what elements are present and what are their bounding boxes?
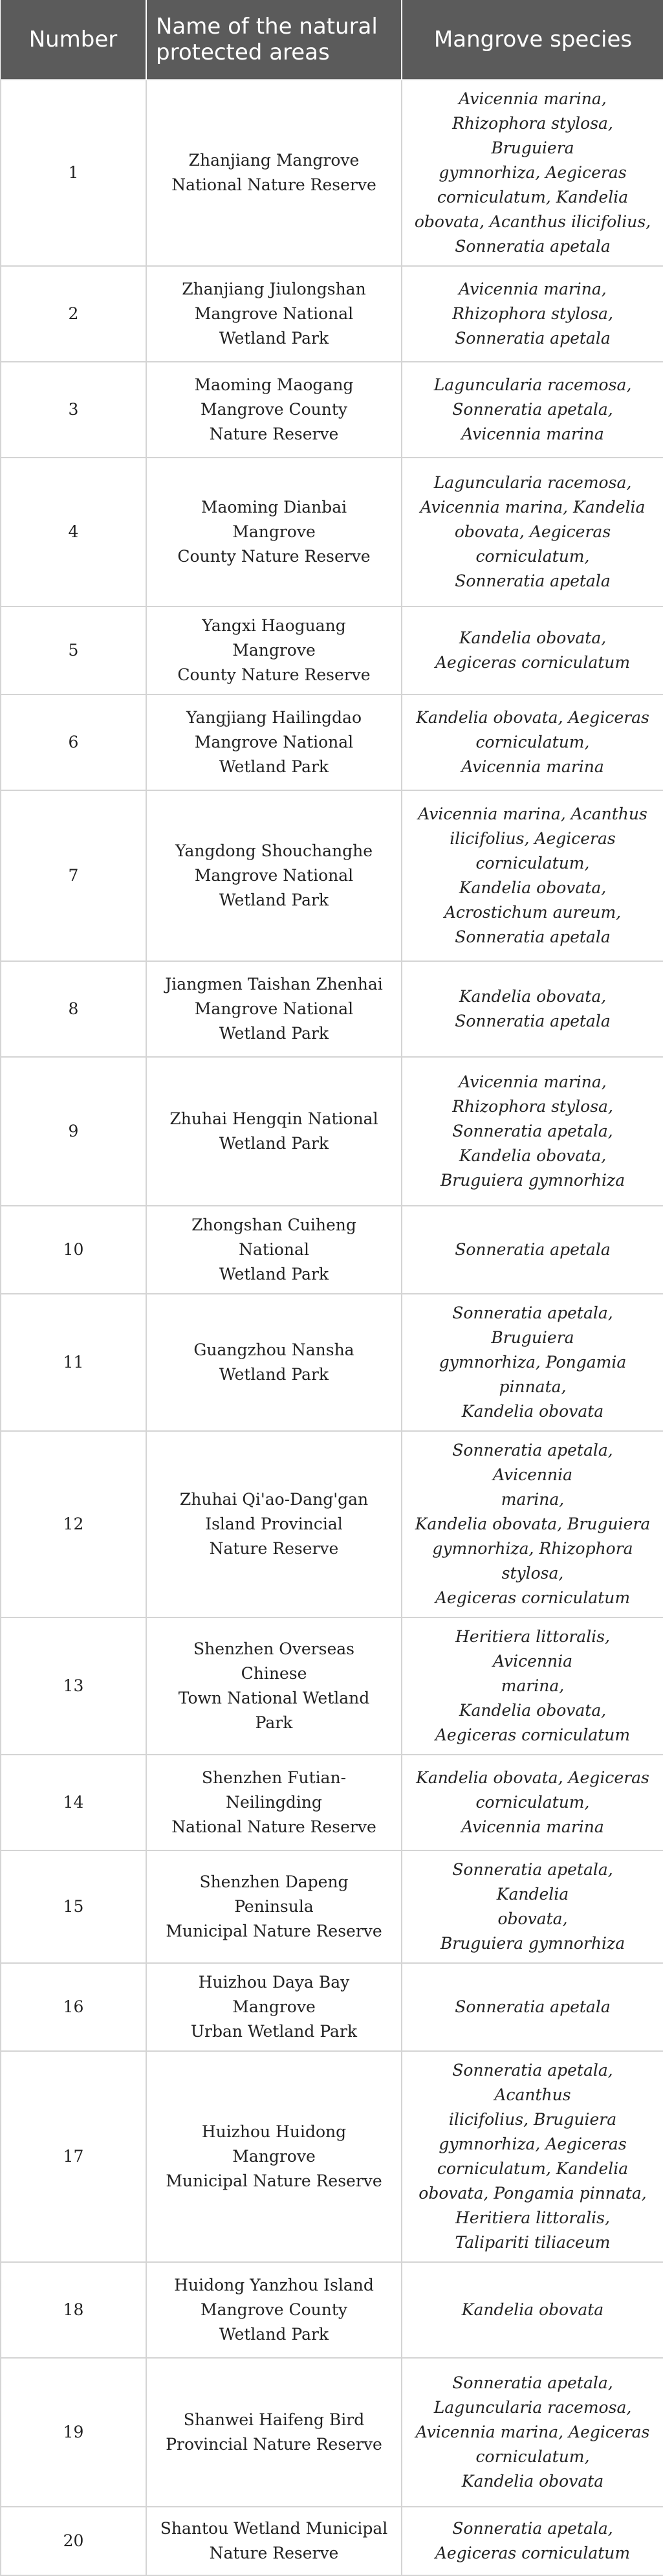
species-line: Aegiceras corniculatum [435,1588,631,1607]
species-line: Aegiceras corniculatum [435,1726,631,1744]
table-row [1,2051,663,2262]
protected-area-name [146,80,402,266]
area-name-line: Mangrove County [200,400,348,419]
mangrove-species [402,1755,663,1850]
protected-area-name [146,2358,402,2507]
mangrove-species [402,1850,663,1963]
area-name-line: Huidong Yanzhou Island [174,2276,374,2294]
species-line: Kandelia obovata, Aegiceras [416,1768,649,1787]
protected-area-name [146,1294,402,1431]
area-name-line: Wetland Park [219,1265,329,1283]
mangrove-species [402,606,663,694]
row-number: 10 [1,1206,146,1294]
table-row [1,362,663,458]
mangrove-species [402,2051,663,2262]
area-name-line: Wetland Park [219,1134,329,1153]
species-line: Rhizophora stylosa, [452,304,613,323]
species-line: Avicennia marina, Acanthus [418,805,647,823]
protected-area-name [146,2507,402,2575]
row-number: 14 [1,1755,146,1850]
protected-area-name [146,1850,402,1963]
species-line: Kandelia obovata, [459,987,607,1006]
area-name-line: Zhuhai Hengqin National [169,1109,378,1128]
species-line: obovata, Pongamia pinnata, [418,2184,647,2203]
area-name-line: Zhuhai Qi'ao-Dang'gan [179,1490,369,1509]
table-row [1,1617,663,1755]
species-line: Sonneratia apetala [455,329,611,348]
area-name-line: Yangdong Shouchanghe [175,841,373,860]
mangrove-species [402,1057,663,1206]
area-name-line: Maoming Dianbai Mangrove [201,498,347,541]
area-name-line: Maoming Maogang [194,375,354,394]
table-row [1,1963,663,2051]
species-line: Sonneratia apetala [455,572,611,590]
mangrove-species [402,2358,663,2507]
species-line: Kandelia obovata [461,1402,604,1421]
species-line: ilicifolius, Aegiceras [450,829,616,848]
header-row [1,0,663,80]
mangrove-species [402,1617,663,1755]
protected-area-name [146,2262,402,2358]
area-name-line: Wetland Park [219,2325,329,2344]
row-number: 12 [1,1431,146,1617]
area-name-line: Zhanjiang Jiulongshan [182,280,366,298]
row-number: 2 [1,266,146,362]
area-name-line: Mangrove National [194,733,354,751]
species-line: Sonneratia apetala [455,1012,611,1030]
area-name-line: Yangxi Haoguang Mangrove [202,616,346,660]
row-number: 19 [1,2358,146,2507]
area-name-line: Wetland Park [219,891,329,909]
row-number: 5 [1,606,146,694]
row-number: 13 [1,1617,146,1755]
table-row [1,266,663,362]
table-row [1,1755,663,1850]
area-name-line: Jiangmen Taishan Zhenhai [165,975,383,994]
protected-area-name [146,961,402,1057]
species-line: Kandelia obovata, [459,628,607,647]
species-line: Avicennia marina [461,757,604,776]
species-line: gymnorhiza, Aegiceras [439,2135,627,2153]
species-line: Kandelia obovata [461,2472,604,2491]
species-line: Sonneratia apetala, [452,2373,613,2392]
species-line: corniculatum, Kandelia [437,188,629,206]
species-line: Kandelia obovata, Aegiceras [416,708,649,727]
table-row [1,790,663,961]
species-line: Laguncularia racemosa, [433,375,632,394]
row-number: 18 [1,2262,146,2358]
mangrove-species [402,1206,663,1294]
header-area-name-line1: Name of the natural [156,14,378,39]
species-line: Sonneratia apetala, Acanthus [452,2061,613,2104]
table-row [1,1294,663,1431]
species-line: Avicennia marina, [459,280,607,298]
mangrove-species [402,1431,663,1617]
mangrove-species [402,2507,663,2575]
mangrove-species [402,458,663,606]
area-name-line: Wetland Park [219,1024,329,1043]
protected-area-name [146,1431,402,1617]
mangrove-species [402,362,663,458]
species-line: obovata, [497,1909,568,1928]
species-line: pinnata, [499,1377,567,1396]
area-name-line: Guangzhou Nansha [193,1340,354,1359]
species-line: marina, [501,1676,565,1695]
table-row [1,1850,663,1963]
row-number: 16 [1,1963,146,2051]
row-number: 17 [1,2051,146,2262]
species-line: Kandelia obovata, [459,878,607,897]
area-name-line: Shantou Wetland Municipal [160,2519,388,2538]
area-name-line: Mangrove National [194,999,354,1018]
row-number: 7 [1,790,146,961]
area-name-line: Mangrove National [194,304,354,323]
area-name-line: Town National Wetland Park [178,1689,370,1732]
species-line: stylosa, [501,1564,564,1582]
species-line: corniculatum, [475,854,590,872]
area-name-line: Zhongshan Cuiheng National [191,1216,356,1259]
row-number: 9 [1,1057,146,1206]
species-line: Avicennia marina, [459,1072,607,1091]
row-number: 6 [1,694,146,790]
species-line: Heritiera littoralis, Avicennia [455,1627,610,1671]
species-line: Laguncularia racemosa, [433,2398,632,2417]
species-line: Avicennia marina [461,425,604,443]
area-name-line: Mangrove County [200,2300,348,2319]
species-line: Avicennia marina, Aegiceras [415,2423,650,2441]
area-name-line: Shenzhen Overseas Chinese [193,1639,354,1683]
protected-area-name [146,266,402,362]
area-name-line: Zhanjiang Mangrove [188,151,360,170]
mangrove-species [402,2262,663,2358]
species-line: corniculatum, Kandelia [437,2159,629,2178]
species-line: Sonneratia apetala, [452,2519,613,2538]
mangrove-species [402,1294,663,1431]
species-line: Sonneratia apetala, [452,400,613,419]
table-row [1,606,663,694]
protected-area-name [146,362,402,458]
table-row [1,961,663,1057]
mangrove-species [402,266,663,362]
species-line: Aegiceras corniculatum [435,2544,631,2562]
species-line: Sonneratia apetala [455,1240,611,1259]
area-name-line: County Nature Reserve [177,547,371,566]
species-line: corniculatum, [475,733,590,751]
area-name-line: Shenzhen Dapeng Peninsula [199,1872,349,1916]
area-name-line: Municipal Nature Reserve [166,1922,382,1940]
species-line: Sonneratia apetala, [452,1122,613,1140]
row-number: 11 [1,1294,146,1431]
species-line: Sonneratia apetala, Avicennia [452,1441,613,1484]
table-row [1,1206,663,1294]
species-line: gymnorhiza, Rhizophora [432,1539,633,1558]
protected-area-name [146,1755,402,1850]
species-line: obovata, Acanthus ilicifolius, [414,212,651,231]
area-name-line: Urban Wetland Park [190,2022,358,2041]
protected-area-name [146,1057,402,1206]
species-line: obovata, Aegiceras [454,522,611,541]
table-header [1,0,663,80]
species-line: gymnorhiza, Pongamia [439,1353,627,1371]
row-number: 1 [1,80,146,266]
mangrove-species [402,961,663,1057]
table-row [1,1057,663,1206]
area-name-line: Shanwei Haifeng Bird [183,2410,365,2429]
species-line: Acrostichum aureum, [444,903,622,922]
area-name-line: Nature Reserve [209,1539,339,1558]
area-name-line: Municipal Nature Reserve [166,2171,382,2190]
species-line: corniculatum, [475,547,590,566]
area-name-line: National Nature Reserve [171,1817,376,1836]
area-name-line: Nature Reserve [209,2544,339,2562]
species-line: Talipariti tiliaceum [455,2233,611,2252]
header-number: Number [1,0,146,80]
species-line: Sonneratia apetala, Bruguiera [452,1304,613,1347]
protected-area-name [146,1206,402,1294]
species-line: Laguncularia racemosa, [433,473,632,492]
table-row [1,1431,663,1617]
area-name-line: National Nature Reserve [171,175,376,194]
row-number: 4 [1,458,146,606]
header-area-name-line2: protected areas [156,39,330,65]
area-name-line: Huizhou Daya Bay Mangrove [198,1973,350,2016]
species-line: Bruguiera gymnorhiza [440,1171,625,1190]
protected-area-name [146,1617,402,1755]
mangrove-species [402,80,663,266]
mangrove-species [402,694,663,790]
species-line: Kandelia obovata, Bruguiera [415,1515,651,1533]
species-line: Sonneratia apetala [455,927,611,946]
area-name-line: Wetland Park [219,1365,329,1384]
area-name-line: Wetland Park [219,329,329,348]
species-line: Rhizophora stylosa, Bruguiera [452,114,613,157]
species-line: Sonneratia apetala [455,237,611,256]
species-line: Aegiceras corniculatum [435,653,631,672]
area-name-line: Shenzhen Futian-Neilingding [201,1768,347,1812]
mangrove-species [402,1963,663,2051]
table-row [1,80,663,266]
header-area-name [146,0,402,80]
row-number: 3 [1,362,146,458]
protected-area-name [146,458,402,606]
row-number: 8 [1,961,146,1057]
area-name-line: Mangrove National [194,866,354,885]
species-line: Heritiera littoralis, [455,2208,610,2227]
species-line: ilicifolius, Bruguiera [448,2110,617,2129]
area-name-line: Huizhou Huidong Mangrove [201,2122,347,2166]
species-line: corniculatum, [475,2447,590,2466]
species-line: Kandelia obovata, [459,1701,607,1720]
protected-area-name [146,1963,402,2051]
area-name-line: Provincial Nature Reserve [166,2435,382,2454]
table-row [1,458,663,606]
species-line: Rhizophora stylosa, [452,1097,613,1116]
table-row [1,2507,663,2575]
area-name-line: County Nature Reserve [177,665,371,684]
area-name-line: Island Provincial [205,1515,343,1533]
protected-area-name [146,790,402,961]
protected-area-name [146,694,402,790]
species-line: gymnorhiza, Aegiceras [439,163,627,182]
species-line: Sonneratia apetala [455,1997,611,2016]
species-line: Kandelia obovata, [459,1146,607,1165]
row-number: 20 [1,2507,146,2575]
species-line: Avicennia marina [461,1817,604,1836]
species-line: Avicennia marina, Kandelia [420,498,646,516]
table-row [1,694,663,790]
species-line: Bruguiera gymnorhiza [440,1934,625,1953]
mangrove-species [402,790,663,961]
species-line: Kandelia obovata [461,2300,604,2319]
protected-area-name [146,2051,402,2262]
row-number: 15 [1,1850,146,1963]
area-name-line: Wetland Park [219,757,329,776]
header-species: Mangrove species [402,0,663,80]
species-line: Sonneratia apetala, Kandelia [452,1860,613,1904]
protected-area-name [146,606,402,694]
species-line: Avicennia marina, [459,89,607,108]
species-line: marina, [501,1490,565,1509]
table-row [1,2262,663,2358]
species-line: corniculatum, [475,1793,590,1812]
area-name-line: Yangjiang Hailingdao [186,708,362,727]
area-name-line: Nature Reserve [209,425,339,443]
table-body [1,80,663,2575]
table-row [1,2358,663,2507]
